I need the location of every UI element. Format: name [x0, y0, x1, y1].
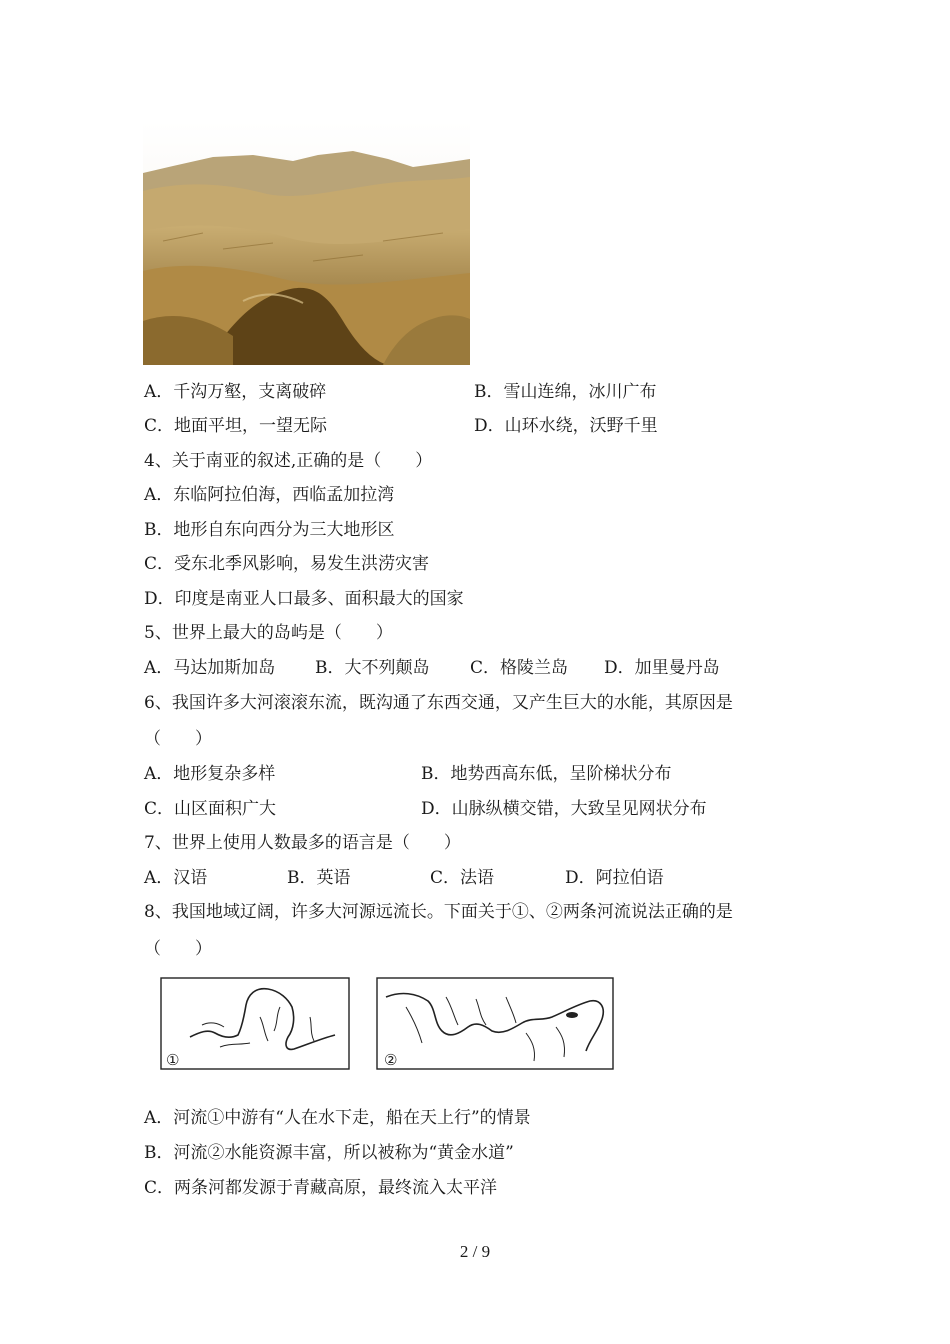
q6-stem: 6、我国许多大河滚滚东流，既沟通了东西交通，又产生巨大的水能，其原因是 [144, 693, 733, 713]
q5-stem: 5、世界上最大的岛屿是（ ） [144, 623, 393, 643]
q7-stem: 7、世界上使用人数最多的语言是（ ） [144, 833, 461, 853]
river-map-1 [160, 977, 350, 1074]
q4-option-b: B．地形自东向西分为三大地形区 [144, 520, 395, 540]
river-map-2 [376, 977, 614, 1074]
q8-option-c: C．两条河都发源于青藏高原，最终流入太平洋 [144, 1178, 498, 1198]
page-number: 2 / 9 [459, 1242, 491, 1261]
q8-option-b: B．河流②水能资源丰富，所以被称为“黄金水道” [144, 1143, 514, 1163]
q7-option-c: C．法语 [430, 868, 495, 888]
q8-bracket: （ ） [144, 939, 212, 959]
q6-option-d: D．山脉纵横交错，大致呈见网状分布 [421, 799, 707, 819]
map-1-label: ① [166, 1051, 180, 1069]
q3-option-a: A．千沟万壑，支离破碎 [144, 382, 327, 402]
q4-option-a: A．东临阿拉伯海，西临孟加拉湾 [144, 485, 395, 505]
q7-option-d: D．阿拉伯语 [565, 868, 664, 888]
q8-option-a: A．河流①中游有“人在水下走，船在天上行”的情景 [144, 1108, 531, 1128]
q6-option-a: A．地形复杂多样 [144, 764, 276, 784]
q6-option-c: C．山区面积广大 [144, 799, 277, 819]
q5-option-a: A．马达加斯加岛 [144, 658, 276, 678]
q5-option-d: D．加里曼丹岛 [604, 658, 720, 678]
q6-bracket: （ ） [144, 729, 212, 749]
q7-option-a: A．汉语 [144, 868, 208, 888]
map-2-label: ② [384, 1051, 398, 1069]
loess-plateau-photo [143, 121, 470, 365]
q5-option-b: B．大不列颠岛 [315, 658, 430, 678]
q4-option-d: D．印度是南亚人口最多、面积最大的国家 [144, 589, 464, 609]
q7-option-b: B．英语 [287, 868, 351, 888]
q8-stem: 8、我国地域辽阔，许多大河源远流长。下面关于①、②两条河流说法正确的是 [144, 902, 733, 922]
q3-option-d: D．山环水绕，沃野千里 [474, 416, 658, 436]
q5-option-c: C．格陵兰岛 [470, 658, 569, 678]
q3-option-c: C．地面平坦，一望无际 [144, 416, 328, 436]
q4-stem: 4、关于南亚的叙述,正确的是（ ） [144, 451, 433, 471]
q6-option-b: B．地势西高东低，呈阶梯状分布 [421, 764, 672, 784]
q4-option-c: C．受东北季风影响，易发生洪涝灾害 [144, 554, 430, 574]
q3-option-b: B．雪山连绵，冰川广布 [474, 382, 657, 402]
